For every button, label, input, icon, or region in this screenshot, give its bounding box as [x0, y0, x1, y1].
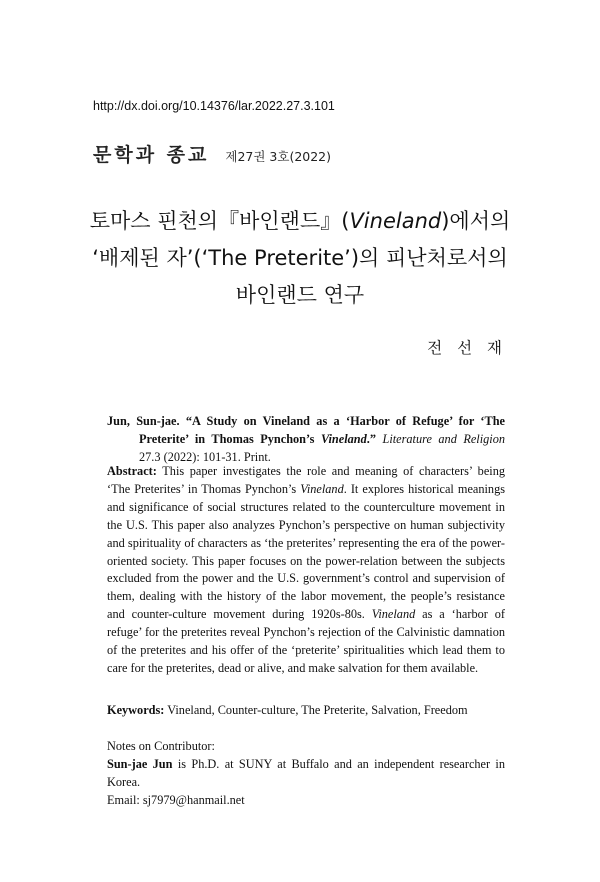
notes-bio-line	[107, 756, 505, 792]
citation-title-pre: “A Study on Vineland as a ‘Harbor of Refuge’ for ‘The Preterite’ in Thomas Pynchon’s	[139, 414, 505, 446]
citation-journal: Literature and Religion	[382, 431, 505, 446]
title-line-1	[40, 203, 560, 240]
title-line-3: 바인랜드 연구	[235, 283, 365, 307]
keywords-text: Vineland, Counter-culture, The Preterite, Salvation, Freedom	[167, 703, 468, 717]
keywords-label: Keywords:	[107, 703, 165, 717]
title-line-1-pre: 토마스 핀천의『바인랜드』(	[89, 209, 350, 233]
abstract	[107, 463, 505, 678]
citation-authors: Jun, Sun-jae.	[107, 414, 180, 428]
citation-title-post: .”	[366, 431, 376, 446]
abstract-part-2: . It explores historical meanings and significance of social structures related to the counterculture movement in the U.S. This paper also analyzes Pynchon’s perspective on human subjectivity and spirituality of characters as ‘the preterites’ representing the era of the power-oriented society. This paper focuses on the power-relation between the subjects excluded from the power and the U.S. government’s control and supervision of them, dealing with the history of the labor movement, the people’s resistance and counter-culture movement during 1920s-80s.	[107, 481, 506, 622]
contributor-email[interactable]: Email: sj7979@hanmail.net	[107, 792, 245, 807]
doi-link[interactable]: http://dx.doi.org/10.14376/lar.2022.27.3.101	[93, 99, 335, 113]
abstract-italic-2: Vineland	[371, 607, 416, 622]
citation	[107, 413, 505, 467]
journal-header	[93, 140, 331, 167]
citation-title-italic: Vineland	[320, 431, 367, 446]
contributor-bio: is Ph.D. at SUNY at Buffalo and an independent researcher in Korea.	[107, 756, 506, 789]
citation-details: 27.3 (2022): 101-31. Print.	[139, 449, 271, 464]
contributor-name: Sun-jae Jun	[107, 756, 173, 771]
citation-text	[107, 413, 505, 467]
title-line-2: ‘배제된 자’(‘The Preterite’)의 피난처로서의	[92, 246, 508, 270]
abstract-italic-1: Vineland	[300, 481, 344, 496]
abstract-part-1: This paper investigates the role and meaning of characters’ being ‘The Preterites’ in Thomas Pynchon’s	[107, 464, 505, 496]
contributor-notes	[107, 738, 505, 810]
notes-heading: Notes on Contributor:	[107, 739, 215, 753]
article-title	[40, 203, 560, 314]
abstract-part-3: as a ‘harbor of refuge’ for the preterites reveal Pynchon’s rejection of the Calvinistic damnation of the preterites and his offer of the ‘preterite’ spiritualities which lead them to care for the preterites, dead or alive, and make salvation for them available.	[107, 607, 505, 675]
title-line-1-italic: Vineland	[349, 209, 442, 233]
abstract-label: Abstract:	[107, 464, 157, 478]
keywords	[107, 702, 505, 720]
journal-issue: 제27권 3호(2022)	[225, 149, 332, 164]
journal-name: 문학과 종교	[93, 144, 210, 166]
author-name: 전 선 재	[427, 339, 507, 357]
title-line-1-post: )에서의	[441, 209, 511, 233]
